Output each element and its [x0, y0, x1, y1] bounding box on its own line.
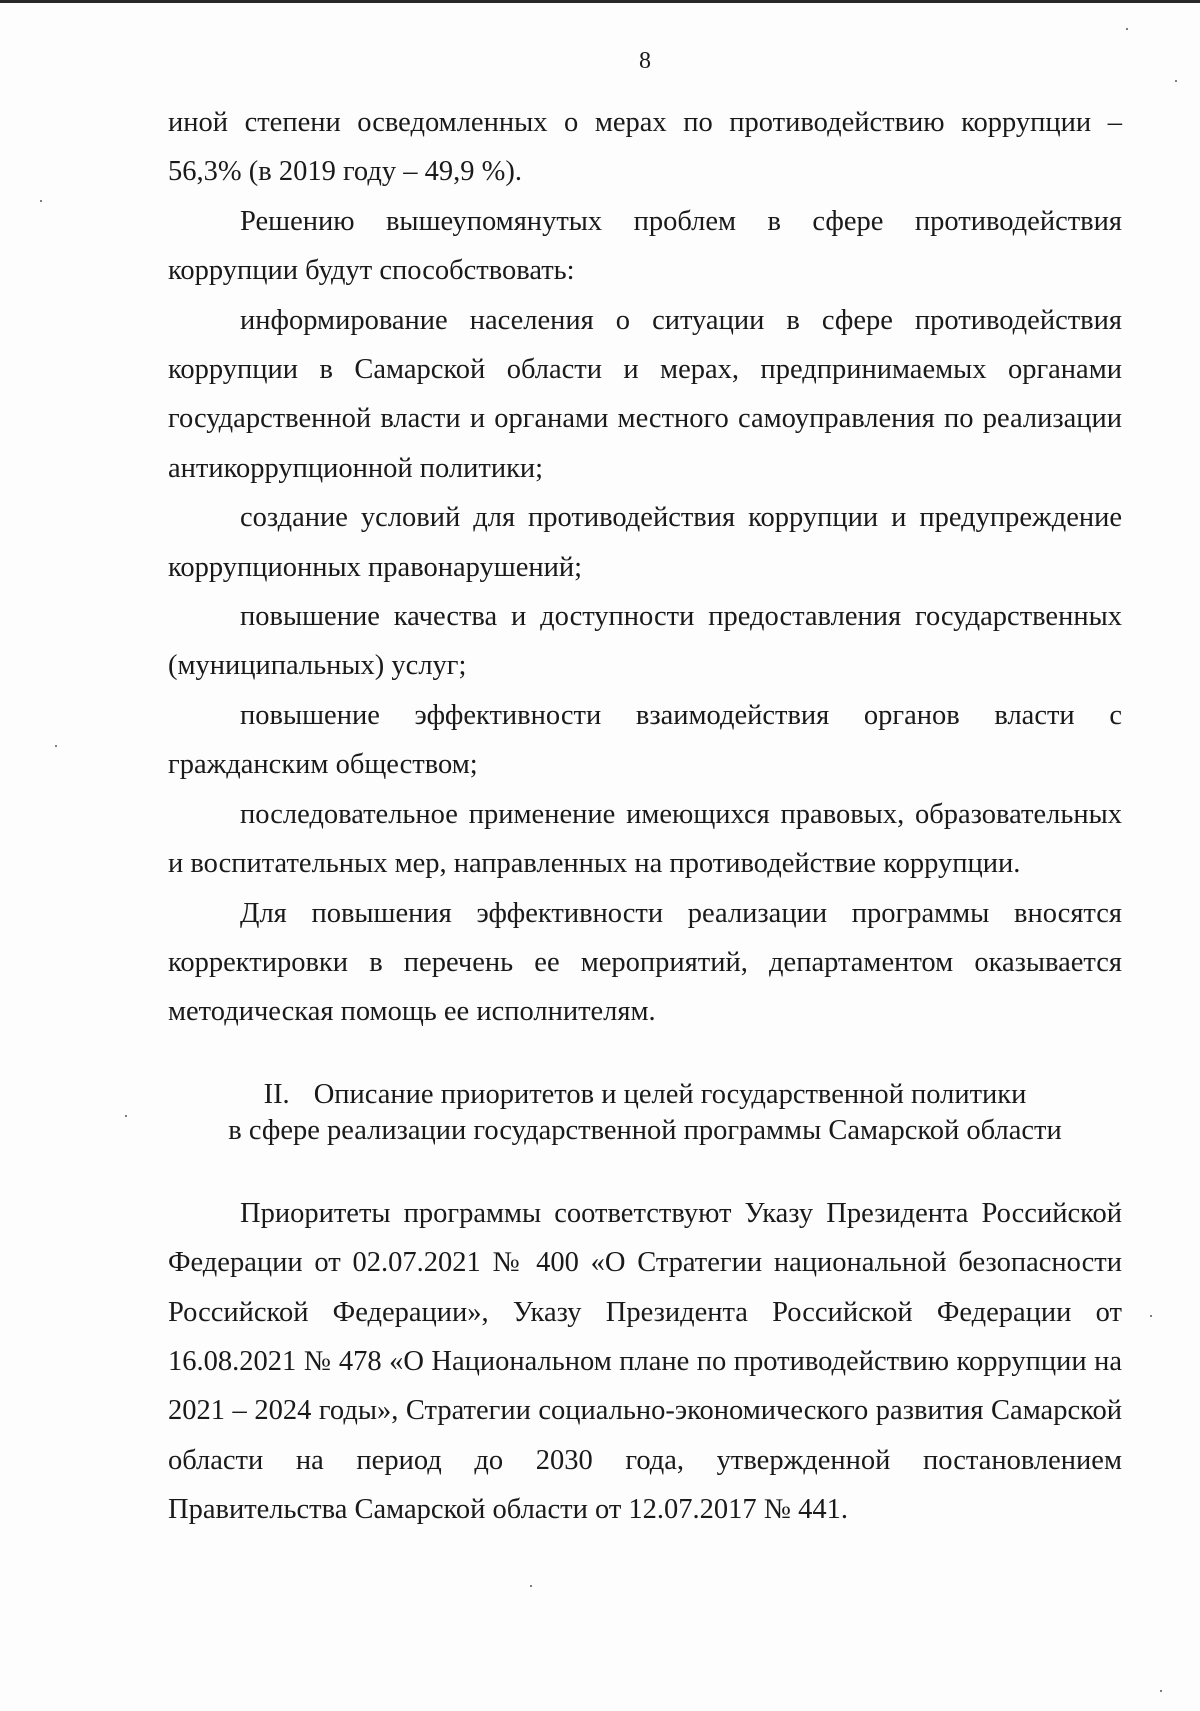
scan-speck — [55, 745, 57, 747]
list-item-civil-society: повышение эффективности взаимодействия органов власти с гражданским обществом; — [168, 699, 1122, 781]
paragraph-continuation: иной степени осведомленных о мерах по противодействию коррупции – 56,3% (в 2019 году – 49,9 %). — [168, 107, 1122, 188]
scan-speck — [1150, 1315, 1152, 1317]
scan-speck — [40, 200, 42, 202]
paragraph-solutions-intro: Решению вышеупомянутых проблем в сфере противодействия коррупции будут способствовать: — [168, 205, 1122, 287]
section-heading — [168, 1077, 1122, 1149]
scan-top-edge — [0, 0, 1200, 3]
list-item-measures: последовательное применение имеющихся правовых, образовательных и воспитательных мер, направленных на противодействие коррупции. — [168, 798, 1122, 880]
paragraph-priorities: Приоритеты программы соответствуют Указу Президента Российской Федерации от 02.07.2021 № 400 «О Стратегии национальной безопасности Российской Федерации», Указу Президента Российской Федерации от 16.08.2021 № 478 «О Национальном плане по противодействию коррупции на 2021 – 2024 годы», Стратегии социально-экономического развития Самарской области на период до 2030 года, утвержденной постановлением Правительства Самарской области от 12.07.2017 № 441. — [168, 1197, 1122, 1526]
list-item-conditions: создание условий для противодействия коррупции и предупреждение коррупционных правонарушений; — [168, 502, 1122, 583]
document-body — [168, 98, 1122, 1535]
scan-speck — [1160, 1690, 1162, 1692]
scan-speck — [1126, 28, 1128, 30]
scan-speck — [125, 1115, 127, 1117]
section-number: II. — [263, 1078, 290, 1110]
scan-speck — [1175, 80, 1177, 82]
list-item-informing: информирование населения о ситуации в сфере противодействия коррупции в Самарской области и мерах, предпринимаемых органами государственной власти и органами местного самоуправления по реализации антикоррупционной политики; — [168, 304, 1122, 484]
page-number: 8 — [639, 48, 651, 74]
scan-speck — [530, 1585, 532, 1587]
paragraph-program-adjustments: Для повышения эффективности реализации программы вносятся корректировки в перечень ее мероприятий, департаментом оказывается методическая помощь ее исполнителям. — [168, 897, 1122, 1028]
section-heading-line-1 — [168, 1077, 1122, 1113]
section-title-line-1: Описание приоритетов и целей государственной политики — [313, 1078, 1027, 1110]
section-title-line-2: в сфере реализации государственной программы Самарской области — [228, 1114, 1062, 1146]
list-item-services: повышение качества и доступности предоставления государственных (муниципальных) услуг; — [168, 601, 1122, 682]
